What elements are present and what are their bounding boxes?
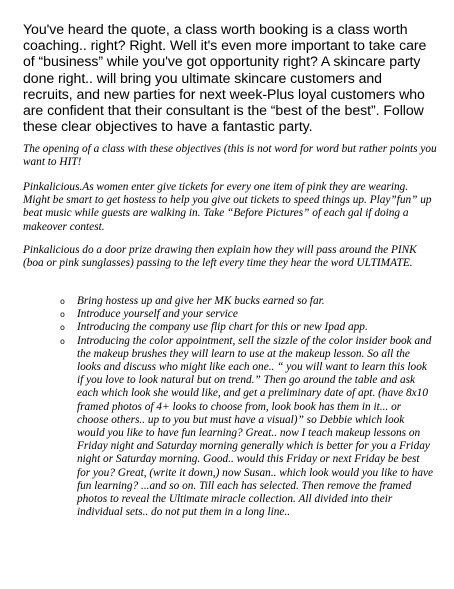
- pinkalicious-paragraph: Pinkalicious.As women enter give tickets for every one item of pink they are wearing. Might be smart to get hostess to help you give out tickets to speed things up. Play”fun” up beat music while guests are walking in. Take “Before Pictures” of each gal if doing a makeover contest.: [23, 181, 432, 233]
- intro-paragraph: You've heard the quote, a class worth booking is a class worth coaching.. right? Right. Well it's even more important to take care of “business” while you've got opportunity right? A skincare party done right.. will bring you ultimate skincare customers and recruits, and new parties for next week-Plus loyal customers who are confident that their consultant is the “best of the best”. Follow these clear objectives to have a fantastic party.: [23, 21, 427, 135]
- list-item-text: Bring hostess up and give her MK bucks earned so far.: [77, 295, 325, 307]
- list-item: [58, 295, 434, 308]
- list-item: [58, 308, 434, 321]
- bullet-marker-icon: o: [60, 310, 65, 320]
- bullet-marker-icon: o: [60, 297, 65, 306]
- list-item: [58, 335, 434, 520]
- list-item-text: Introducing the color appointment, sell the sizzle of the color insider book and the makeup brushes they will learn to use at the makeup lesson. So all the looks and discuss who might like each one.. “ you will want to learn this look if you love to look natural but on trend.” Then go around the table and ask each which look she would like, and get a preliminary date of apt. (have 8x10 framed photos of 4+ looks to choose from, look book has them in it... or choose others.. up to you but must have a visual)” so Debbie which look would you like to have fun learning? Great.. now I teach makeup lessons on Friday night and Saturday morning generally which is better for you a Friday night or Saturday morning. Good.. would this Friday or next Friday be best for you? Great, (write it down,) now Susan.. which look would you like to have fun learning? ...and so on. Till each has selected. Then remove the framed photos to reveal the Ultimate miracle collection. All divided into their individual sets.. do not put them in a long line..: [77, 334, 434, 519]
- list-item-text: Introduce yourself and your service: [77, 308, 238, 321]
- list-item: [58, 321, 434, 334]
- bullet-marker-icon: o: [60, 336, 65, 346]
- bullet-marker-icon: o: [60, 323, 65, 333]
- list-item-text: Introducing the company use flip chart for this or new Ipad app.: [77, 321, 368, 334]
- door-prize-paragraph: Pinkalicious do a door prize drawing then explain how they will pass around the PINK (boa or pink sunglasses) passing to the left every time they hear the word ULTIMATE.: [23, 244, 417, 270]
- objectives-paragraph: The opening of a class with these objectives (this is not word for word but rather points you want to HIT!: [23, 143, 437, 169]
- objectives-list: [58, 295, 434, 519]
